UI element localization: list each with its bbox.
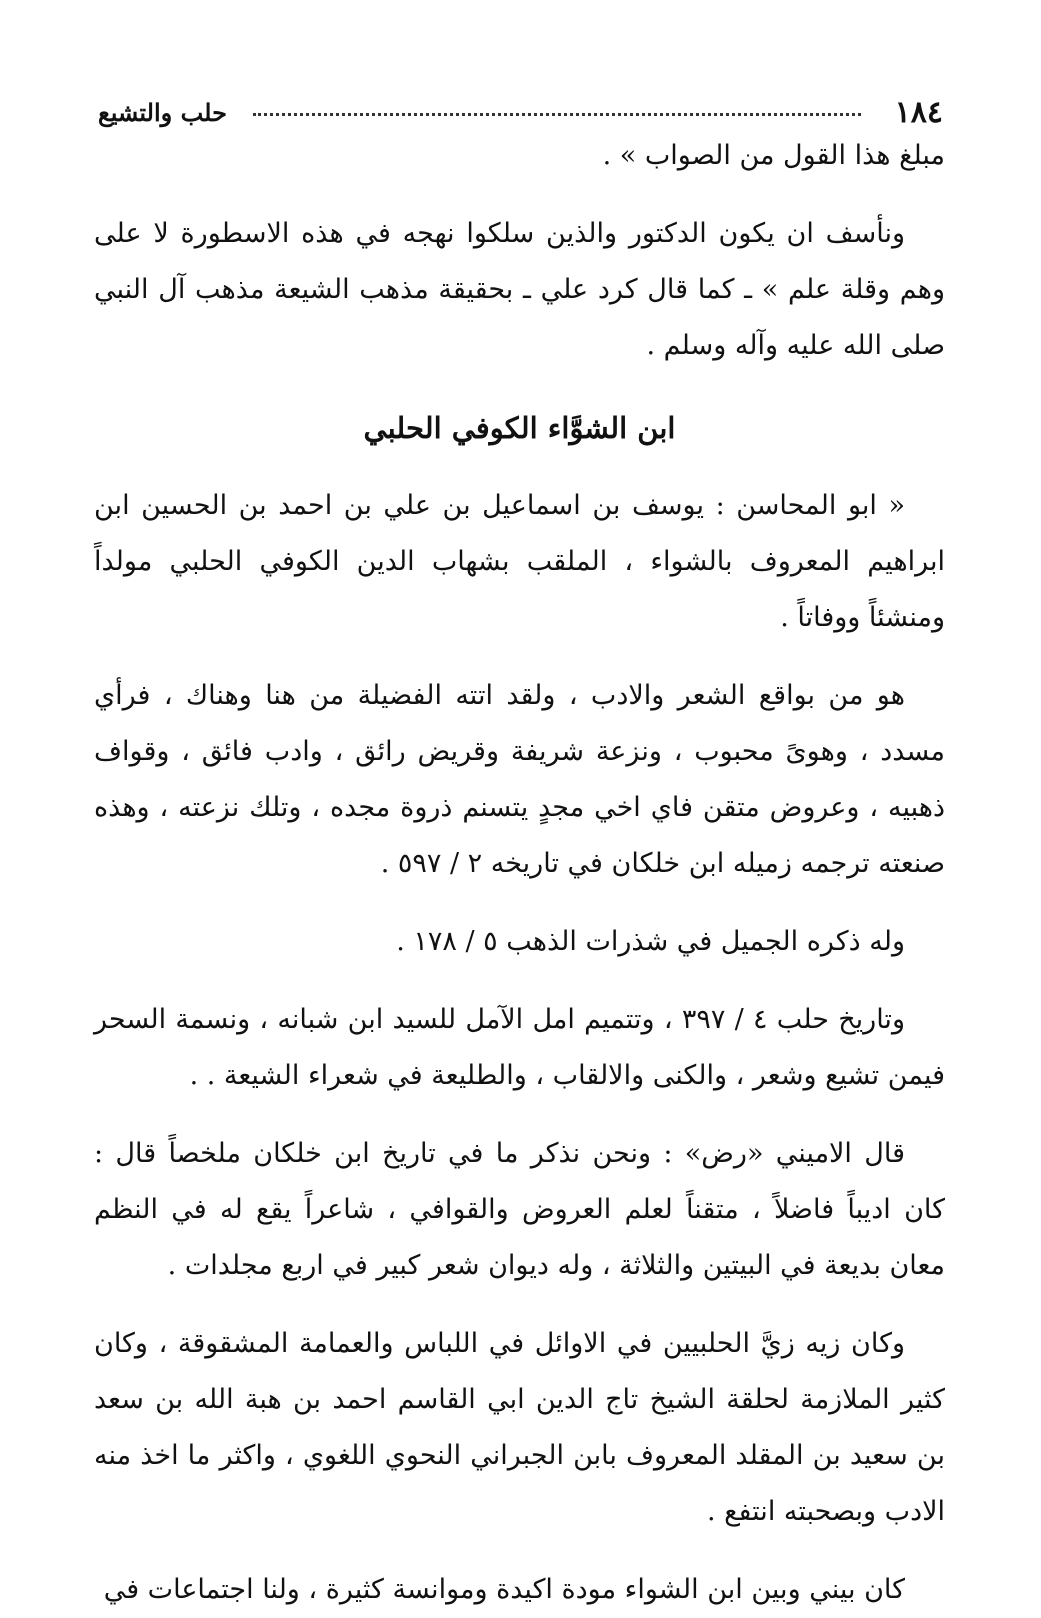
paragraph: هو من بواقع الشعر والادب ، ولقد اتته الفضيلة من هنا وهناك ، فرأي مسدد ، وهوىً محبوب ، ونزعة شريفة وقريض رائق ، وادب فائق ، وقواف ذهبيه ، وعروض متقن فاي اخي مجدٍ يتسنم ذروة مجده ، وتلك نزعته ، وهذه صنعته ترجمه زميله ابن خلكان في تاريخه ٢ / ٥٩٧ . [94, 680, 945, 879]
paragraph: « ابو المحاسن : يوسف بن اسماعيل بن علي بن احمد بن الحسين ابن ابراهيم المعروف بالشواء ، الملقب بشهاب الدين الكوفي الحلبي مولداً ومنشئاً ووفاتاً . [94, 490, 945, 633]
paragraph: مبلغ هذا القول من الصواب » . [602, 140, 945, 171]
dotted-leader [253, 109, 861, 116]
page-number: ١٨٤ [894, 94, 943, 130]
page-body [94, 128, 945, 1618]
paragraph: قال الاميني «رض» : ونحن نذكر ما في تاريخ ابن خلكان ملخصاً قال : كان اديباً فاضلاً ، متقناً لعلم العروض والقوافي ، شاعراً يقع له في النظم معان بديعة في البيتين والثلاثة ، وله ديوان شعر كبير في اربع مجلدات . [94, 1138, 945, 1281]
paragraph: ونأسف ان يكون الدكتور والذين سلكوا نهجه في هذه الاسطورة لا على وهم وقلة علم » ـ كما قال كرد علي ـ بحقيقة مذهب الشيعة مذهب آل النبي صلى الله عليه وآله وسلم . [94, 218, 945, 361]
paragraph: كان بيني وبين ابن الشواء مودة اكيدة وموانسة كثيرة ، ولنا اجتماعات في [103, 1574, 905, 1605]
paragraph: وتاريخ حلب ٤ / ٣٩٧ ، وتتميم امل الآمل للسيد ابن شبانه ، ونسمة السحر فيمن تشيع وشعر ، والكنى والالقاب ، والطليعة في شعراء الشيعة . . [94, 1004, 945, 1091]
running-header [98, 92, 943, 132]
running-title: حلب والتشيع [98, 97, 227, 127]
paragraph: وكان زيه زيَّ الحلبيين في الاوائل في اللباس والعمامة المشقوقة ، وكان كثير الملازمة لحلقة الشيخ تاج الدين ابي القاسم احمد بن هبة الله بن سعد بن سعيد بن المقلد المعروف بابن الجبراني النحوي اللغوي ، واكثر ما اخذ منه الادب وبصحبته انتفع . [94, 1328, 945, 1527]
section-heading: ابن الشوَّاء الكوفي الحلبي [363, 411, 676, 445]
paragraph: وله ذكره الجميل في شذرات الذهب ٥ / ١٧٨ . [396, 926, 905, 957]
